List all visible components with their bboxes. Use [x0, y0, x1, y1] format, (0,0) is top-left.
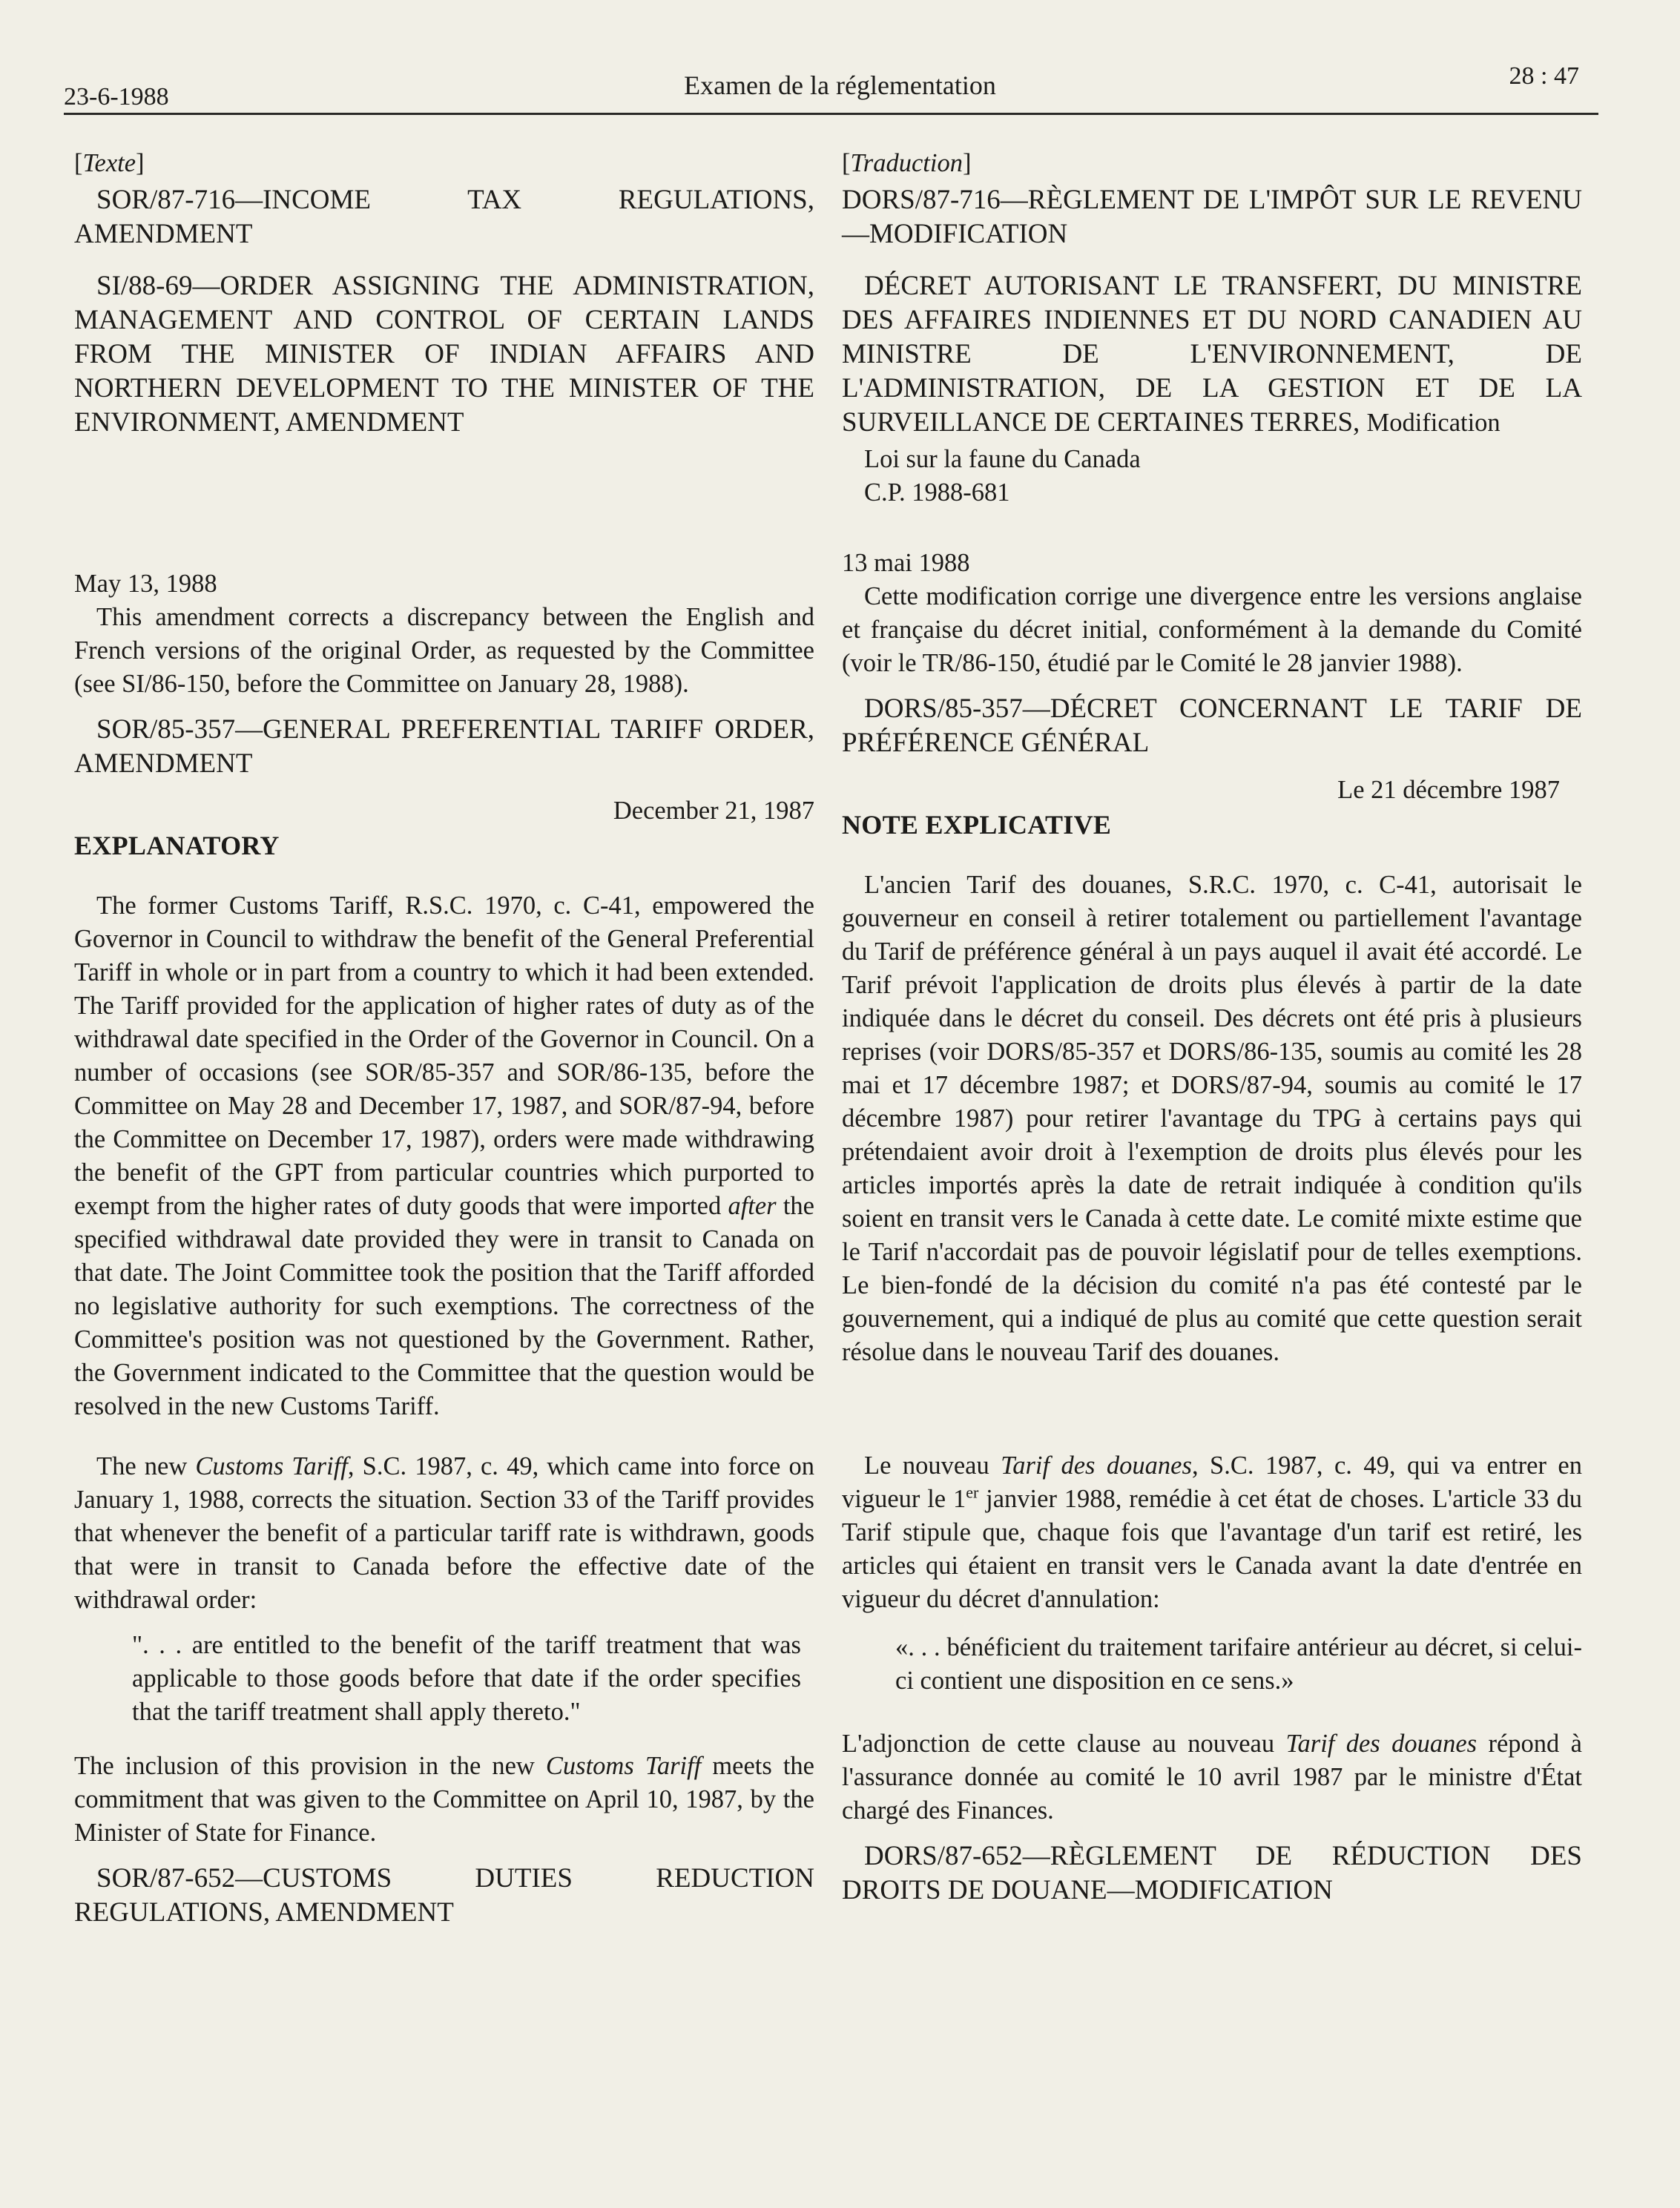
heading-si-88-69: SI/88-69—ORDER ASSIGNING THE ADMINISTRATION, MANAGEMENT AND CONTROL OF CERTAIN LANDS FROM THE MINISTER OF INDIAN AFFAIRS AND NORTHERN DEVELOPMENT TO THE MINISTER OF THE ENVIRONMENT, AMENDMENT [74, 271, 814, 438]
paragraph-inclusion-provision: The inclusion of this provision in the new Customs Tariff meets the commitment that was given to the Committee on April 10, 1987, by the Minister of State for Finance. [74, 1752, 814, 1847]
paragraph-former-customs-tariff: The former Customs Tariff, R.S.C. 1970, c. C-41, empowered the Governor in Council to withdraw the benefit of the General Preferential Tariff in whole or in part from a country to which it had been extended. The Tariff provided for the application of higher rates of duty as of the withdrawal date specified in the Order of the Governor in Council. On a number of occasions (see SOR/85-357 and SOR/86-135, before the Committee on May 28 and December 17, 1987, and SOR/87-94, before the Committee on December 17, 1987), orders were made withdrawing the benefit of the GPT from particular countries which purported to exempt from the higher rates of duty goods that were imported after the specified withdrawal date provided they were in transit to Canada on that date. The Joint Committee took the position that the Tariff afforded no legislative authority for such exemptions. The correctness of the Committee's position was not questioned by the Government. Rather, the Government indicated to the Committee that the question would be resolved in the new Customs Tariff. [74, 892, 814, 1420]
paragraph-amendment-note: This amendment corrects a discrepancy between the English and French versions of the original Order, as requested by the Committee (see SI/86-150, before the Committee on January 28, 1988). [74, 603, 814, 698]
quote-article-33: «. . . bénéficient du traitement tarifaire antérieur au décret, si celui-ci contient une disposition en ce sens.» [895, 1633, 1582, 1695]
french-column [842, 147, 1582, 1911]
header-date: 23-6-1988 [64, 83, 169, 111]
paragraph-adjonction-clause: L'adjonction de cette clause au nouveau Tarif des douanes répond à l'assurance donnée au comité le 10 avril 1987 par le ministre d'État chargé des Finances. [842, 1730, 1582, 1825]
heading-dors-87-652: DORS/87-652—RÈGLEMENT DE RÉDUCTION DES DROITS DE DOUANE—MODIFICATION [842, 1841, 1582, 1905]
header-rule [64, 113, 1598, 115]
date-13-mai-1988: 13 mai 1988 [842, 549, 970, 577]
heading-dors-87-716: DORS/87-716—RÈGLEMENT DE L'IMPÔT SUR LE REVENU—MODIFICATION [842, 185, 1582, 249]
note-explicative-heading: NOTE EXPLICATIVE [842, 810, 1112, 840]
translation-tag: [Traduction] [842, 149, 972, 177]
act-name: Loi sur la faune du Canada [864, 445, 1141, 473]
paragraph-modification-note: Cette modification corrige une divergence entre les versions anglaise et française du décret initial, conformément à la demande du Comité (voir le TR/86-150, étudié par le Comité le 28 janvier 1988). [842, 582, 1582, 677]
header-page-number: 28 : 47 [1509, 62, 1579, 90]
explanatory-heading: EXPLANATORY [74, 831, 280, 860]
paragraph-new-customs-tariff: The new Customs Tariff, S.C. 1987, c. 49, which came into force on January 1, 1988, corrects the situation. Section 33 of the Tariff provides that whenever the benefit of a particular tariff rate is withdrawn, goods that were in transit to Canada before the effective date of the withdrawal order: [74, 1452, 814, 1614]
quote-section-33: ". . . are entitled to the benefit of the tariff treatment that was applicable to those goods before that date if the order specifies that the tariff treatment shall apply thereto." [132, 1631, 801, 1726]
english-column [74, 147, 814, 1933]
heading-decret-transfert: DÉCRET AUTORISANT LE TRANSFERT, DU MINISTRE DES AFFAIRES INDIENNES ET DU NORD CANADIEN AU MINISTRE DE L'ENVIRONNEMENT, DE L'ADMINISTRATION, DE LA GESTION ET DE LA SURVEILLANCE DE CERTAINES TERRES, Modification [842, 271, 1582, 438]
heading-sor-87-652: SOR/87-652—CUSTOMS DUTIES REDUCTION REGULATIONS, AMENDMENT [74, 1863, 814, 1928]
paragraph-nouveau-tarif: Le nouveau Tarif des douanes, S.C. 1987, c. 49, qui va entrer en vigueur le 1er janvier 1988, remédie à cet état de choses. L'article 33 du Tarif stipule que, chaque fois que l'avantage d'un tarif est retiré, les articles qui étaient en transit vers le Canada avant la date d'entrée en vigueur du décret d'annulation: [842, 1451, 1582, 1613]
date-21-decembre-1987: Le 21 décembre 1987 [1337, 776, 1560, 804]
header-title: Examen de la réglementation [684, 70, 996, 100]
date-may-13-1988: May 13, 1988 [74, 570, 217, 598]
privy-council-number: C.P. 1988-681 [864, 478, 1010, 507]
date-december-21-1987: December 21, 1987 [613, 797, 814, 825]
heading-dors-85-357: DORS/85-357—DÉCRET CONCERNANT LE TARIF DE PRÉFÉRENCE GÉNÉRAL [842, 693, 1582, 758]
heading-sor-87-716: SOR/87-716—INCOME TAX REGULATIONS, AMENDMENT [74, 185, 814, 249]
text-tag: [Texte] [74, 149, 145, 177]
heading-sor-85-357: SOR/85-357—GENERAL PREFERENTIAL TARIFF ORDER, AMENDMENT [74, 714, 814, 779]
paragraph-ancien-tarif: L'ancien Tarif des douanes, S.R.C. 1970, c. C-41, autorisait le gouverneur en conseil à retirer totalement ou partiellement l'avantage du Tarif de préférence général à un pays auquel il avait été accordé. Le Tarif prévoit l'application de droits plus élevés à partir de la date indiquée dans le décret du conseil. Des décrets ont été pris à plusieurs reprises (voir DORS/85-357 et DORS/86-135, soumis au comité les 28 mai et 17 décembre 1987; et DORS/87-94, soumis au comité le 17 décembre 1987) pour retirer l'avantage du TPG à certains pays qui prétendaient avoir droit à l'exemption de droits plus élevés pour les articles importés après la date de retrait indiquée à condition qu'ils soient en transit vers le Canada à cette date. Le comité mixte estime que le Tarif n'accordait pas de pouvoir législatif pour de telles exemptions. Le bien-fondé de la décision du comité n'a pas été contesté par le gouvernement, qui a indiqué de plus au comité que cette question serait résolue dans le nouveau Tarif des douanes. [842, 871, 1582, 1366]
